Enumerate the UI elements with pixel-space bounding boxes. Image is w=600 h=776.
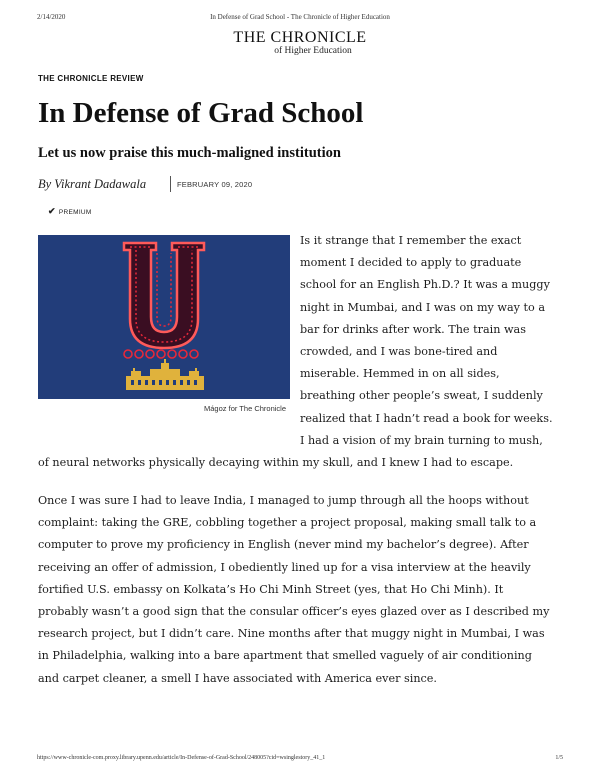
body-line: bar for drinks after work. The train was <box>300 322 526 336</box>
body-line: receiving an offer of admission, I obediently lined up for a visa interview at the heavily <box>38 560 531 574</box>
neon-u-illustration <box>38 235 290 399</box>
chronicle-logo[interactable] <box>0 29 600 56</box>
byline-divider <box>170 176 171 192</box>
page-subtitle: Let us now praise this much-maligned institution <box>38 145 341 161</box>
body-line: miserable. Hemmed in on all sides, <box>300 367 500 381</box>
body-line: crowded, and I was bone-tired and <box>300 345 498 359</box>
print-date: 2/14/2020 <box>37 13 66 21</box>
body-line: Is it strange that I remember the exact <box>300 234 522 247</box>
print-page-title: In Defense of Grad School - The Chronicle of Higher Education <box>210 13 390 21</box>
page-number: 1/5 <box>555 755 563 761</box>
section-label[interactable]: THE CHRONICLE REVIEW <box>38 74 144 83</box>
logo-line-1: THE CHRONICLE <box>233 29 367 46</box>
body-line: night in Mumbai, and I was on my way to a <box>300 300 546 314</box>
body-line: research project, but I didn’t care. Nine months after that muggy night in Mumbai, I was <box>38 627 545 641</box>
check-icon: ✔ <box>48 206 56 216</box>
body-line: in Philadelphia, walking into a bare apartment that smelled vaguely of air conditioning <box>38 649 532 663</box>
body-line: fortified U.S. embassy on Kolkata’s Ho Chi Minh Street (yes, that Ho Chi Minh). It <box>38 582 504 596</box>
body-line-full: of neural networks physically decaying within my skull, and I knew I had to escape. <box>38 456 514 469</box>
body-line: moment I decided to apply to graduate <box>300 256 522 270</box>
article-illustration <box>38 235 290 399</box>
body-line: Once I was sure I had to leave India, I managed to jump through all the hoops without <box>38 494 529 507</box>
body-line: computer to prove my proficiency in English (never mind my bachelor’s degree). After <box>38 538 529 552</box>
footer-url[interactable]: https://www-chronicle-com.proxy.library.upenn.edu/article/In-Defense-of-Grad-School/248005?cid=wsinglestory_41_1 <box>37 755 326 761</box>
body-line: school for an English Ph.D.? It was a muggy <box>300 278 550 292</box>
page-title: In Defense of Grad School <box>38 97 364 129</box>
body-line: and carpet cleaner, a smell I have associated with America ever since. <box>38 671 437 685</box>
logo-line-2: of Higher Education <box>274 46 352 56</box>
body-line: complaint: taking the GRE, cobbling together a project proposal, making small talk to a <box>38 516 537 530</box>
publish-date: FEBRUARY 09, 2020 <box>177 180 253 189</box>
body-line: probably wasn’t a good sign that the consular officer’s eyes glazed over as I described my <box>38 605 550 619</box>
image-caption: Mágoz for The Chronicle <box>204 404 286 413</box>
premium-badge <box>48 206 92 217</box>
body-line: breathing other people’s sweat, I suddenly <box>300 389 543 403</box>
article-body-paragraph-2 <box>38 490 598 690</box>
author-byline[interactable]: By Vikrant Dadawala <box>38 177 147 191</box>
body-line: realized that I hadn’t read a book for weeks. <box>300 411 553 425</box>
article-body-intro <box>300 230 590 452</box>
premium-label: PREMIUM <box>58 209 92 216</box>
body-line: I had a vision of my brain turning to mush, <box>300 433 543 447</box>
